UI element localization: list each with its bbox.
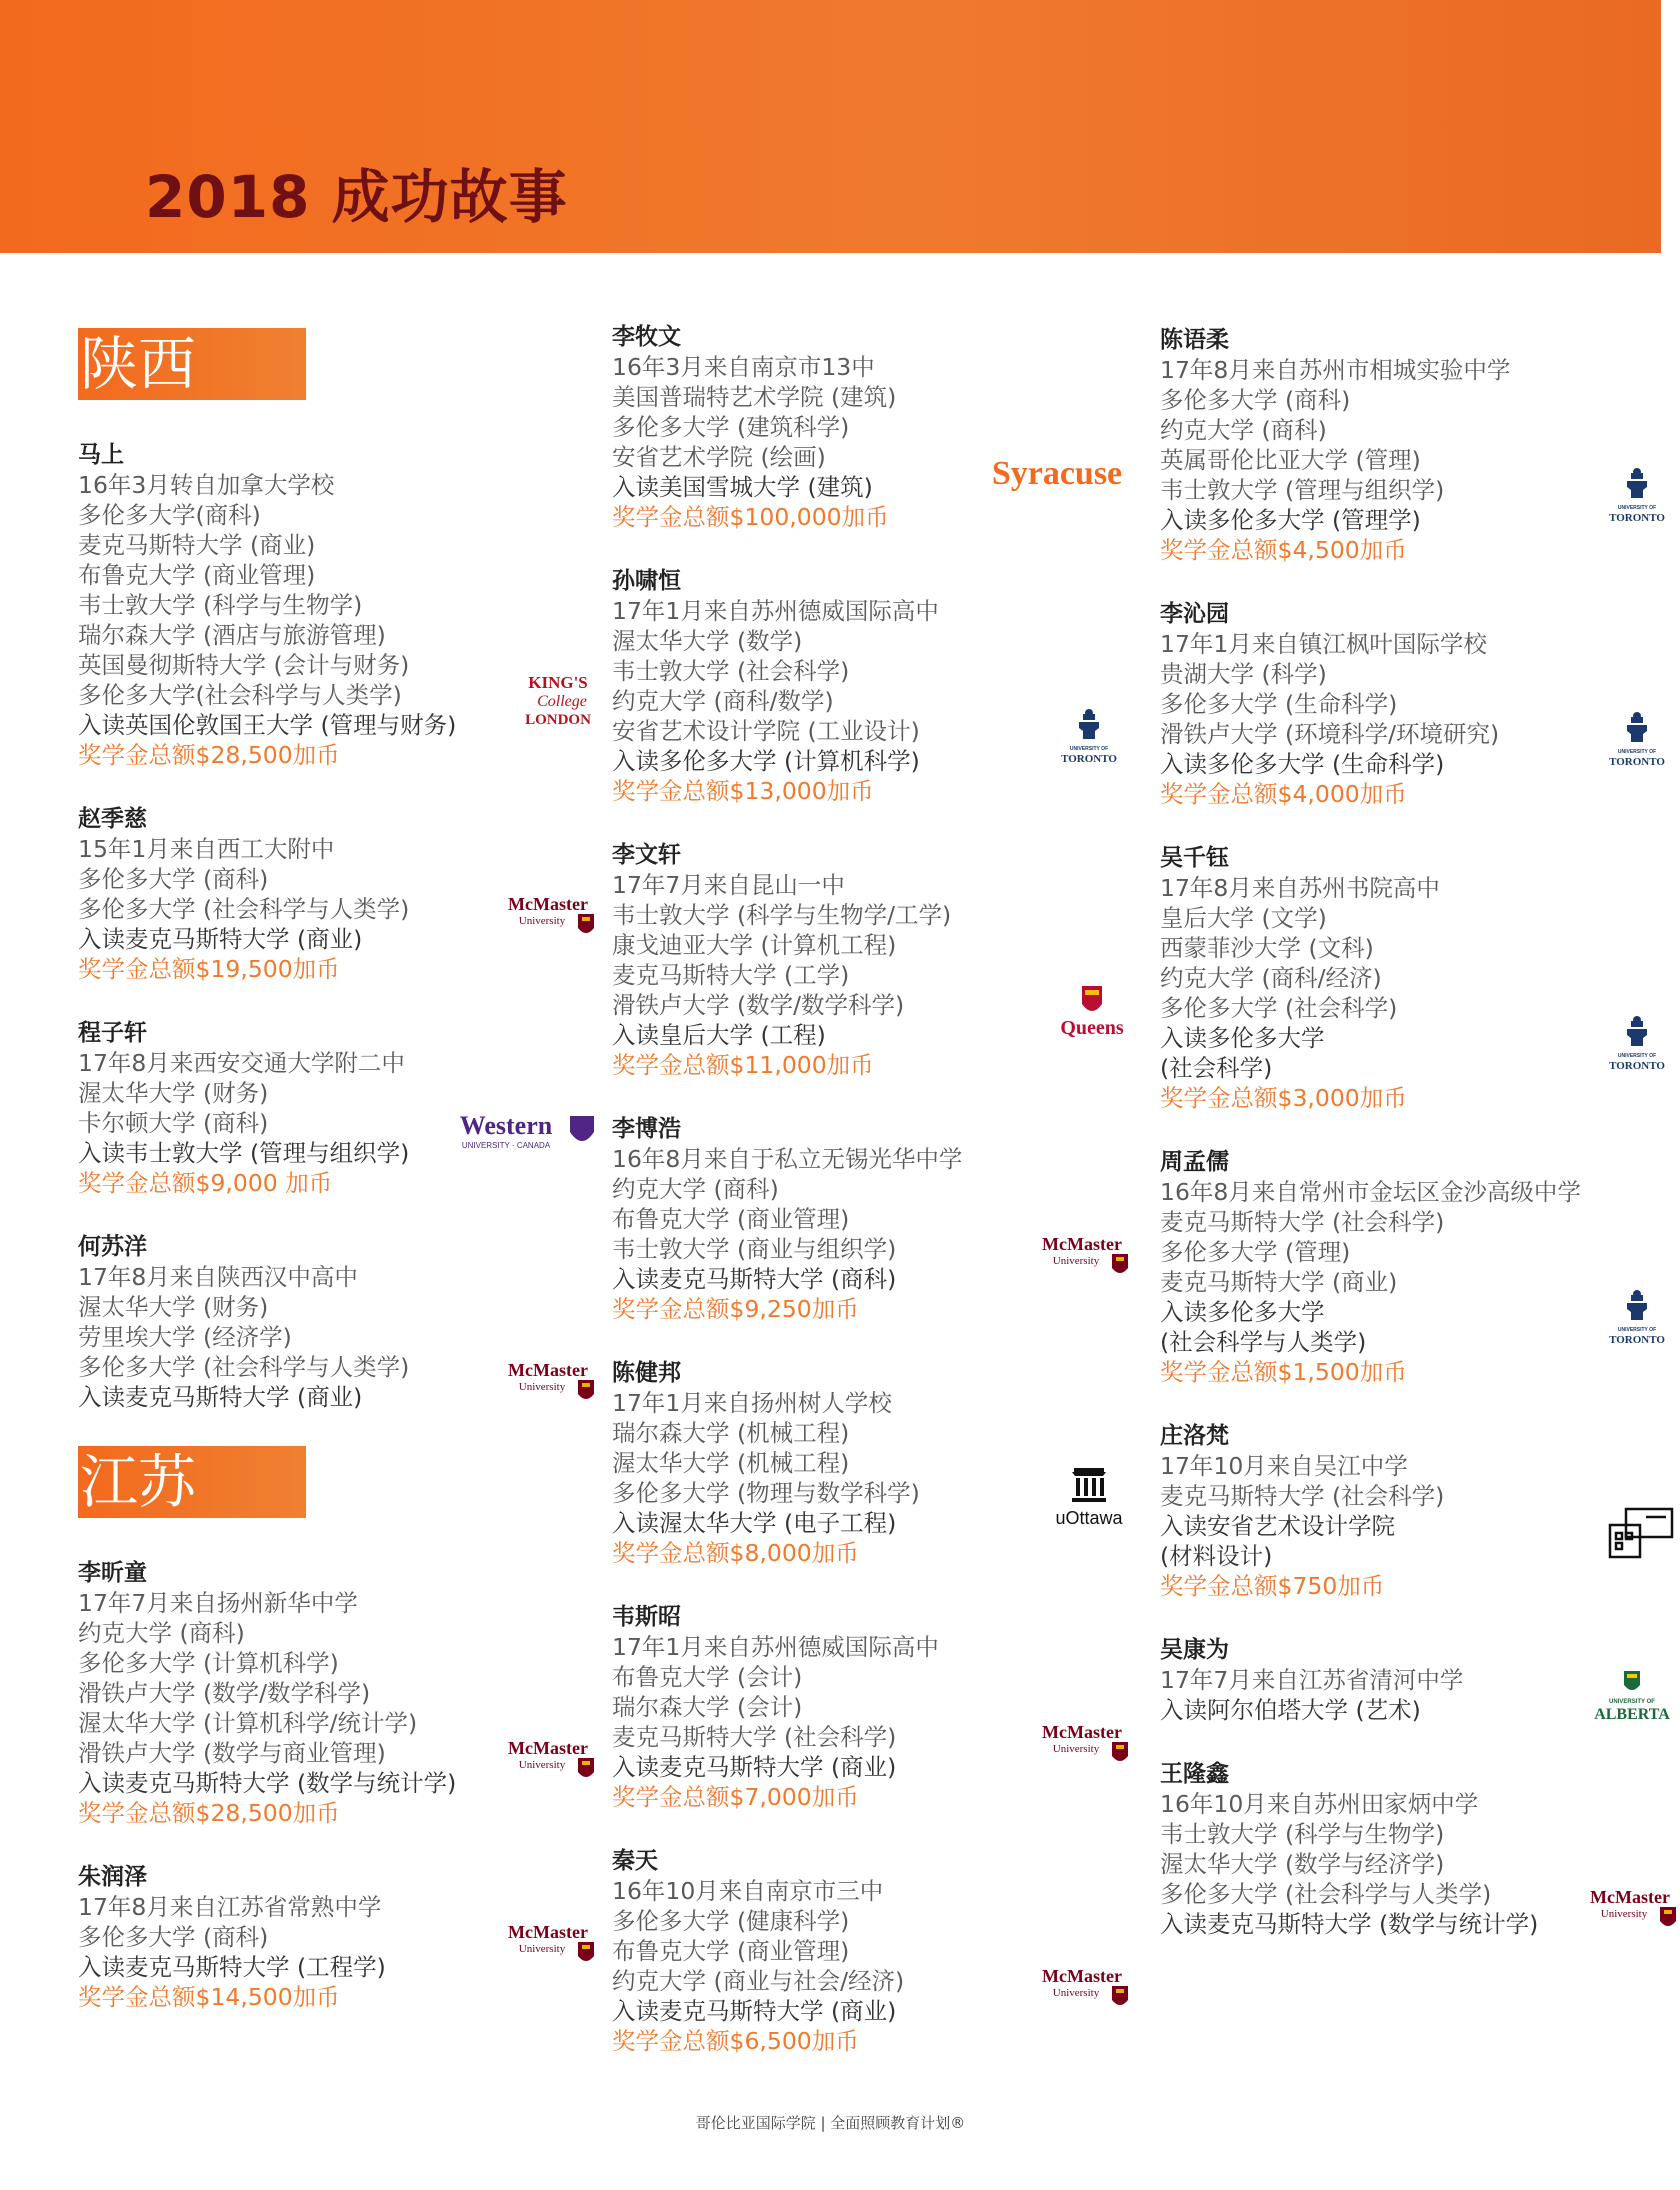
student-story <box>1160 1147 1680 1387</box>
student-name: 李博浩 <box>612 1116 681 1142</box>
student-story <box>78 1232 598 1412</box>
offer-line: 渥太华大学 (计算机科学/统计学) <box>78 1709 418 1737</box>
mcmaster-logo <box>508 1356 598 1412</box>
svg-text:UNIVERSITY OF: UNIVERSITY OF <box>1617 1327 1657 1333</box>
student-story <box>612 322 1132 532</box>
scholarship-total: 奖学金总额$13,000加币 <box>612 777 874 805</box>
page-title <box>145 150 568 234</box>
svg-text:University: University <box>518 1759 566 1771</box>
scholarship-total: 奖学金总额$14,500加币 <box>78 1983 340 2011</box>
offer-line: 韦士敦大学 (管理与组织学) <box>1160 476 1445 504</box>
syracuse-logo <box>982 450 1132 494</box>
offer-line: 安省艺术设计学院 (工业设计) <box>612 717 920 745</box>
offer-line: 多伦多大学(社会科学与人类学) <box>78 681 402 709</box>
scholarship-total: 奖学金总额$8,000加币 <box>612 1539 859 1567</box>
offer-line: 瑞尔森大学 (会计) <box>612 1693 803 1721</box>
svg-text:Queens: Queens <box>1060 1017 1124 1039</box>
offer-line: 滑铁卢大学 (数学/数学科学) <box>612 991 905 1019</box>
offer-line: 约克大学 (商科) <box>78 1619 245 1647</box>
uottawa-logo <box>1046 1464 1132 1530</box>
offer-line: 多伦多大学 (商科) <box>78 1923 269 1951</box>
student-story <box>1160 1759 1680 1939</box>
offer-line: 布鲁克大学 (商业管理) <box>612 1937 850 1965</box>
enroll-line-continued: (社会科学与人类学) <box>1160 1328 1367 1356</box>
scholarship-total: 奖学金总额$750加币 <box>1160 1572 1385 1600</box>
student-story <box>612 1358 1132 1568</box>
svg-text:Western: Western <box>459 1111 553 1140</box>
student-name: 韦斯昭 <box>612 1604 681 1630</box>
svg-text:uOttawa: uOttawa <box>1055 1508 1123 1528</box>
svg-text:UNIVERSITY OF: UNIVERSITY OF <box>1609 1699 1655 1705</box>
offer-line: 约克大学 (商科/经济) <box>1160 964 1382 992</box>
enroll-line: 入读多伦多大学 (计算机科学) <box>612 747 920 775</box>
origin-line: 17年8月来自苏州书院高中 <box>1160 874 1440 902</box>
svg-text:UNIVERSITY · CANADA: UNIVERSITY · CANADA <box>461 1141 551 1150</box>
svg-text:Syracuse: Syracuse <box>991 455 1123 492</box>
origin-line: 17年8月来自苏州市相城实验中学 <box>1160 356 1511 384</box>
origin-line: 17年8月来自陕西汉中高中 <box>78 1263 358 1291</box>
mcmaster-logo <box>1042 1962 1132 2018</box>
svg-text:UNIVERSITY OF: UNIVERSITY OF <box>1069 746 1109 752</box>
enroll-line: 入读多伦多大学 <box>1160 1024 1325 1052</box>
toronto-logo <box>1594 1015 1680 1075</box>
ocad-logo <box>1604 1503 1680 1563</box>
offer-line: 麦克马斯特大学 (社会科学) <box>1160 1208 1445 1236</box>
scholarship-total: 奖学金总额$9,250加币 <box>612 1295 859 1323</box>
scholarship-total: 奖学金总额$4,000加币 <box>1160 780 1407 808</box>
origin-line: 17年1月来自苏州德威国际高中 <box>612 1633 939 1661</box>
offer-line: 安省艺术学院 (绘画) <box>612 443 826 471</box>
origin-line: 15年1月来自西工大附中 <box>78 835 335 863</box>
svg-text:McMaster: McMaster <box>508 1360 588 1380</box>
student-story <box>78 440 598 770</box>
svg-text:McMaster: McMaster <box>1590 1887 1670 1907</box>
scholarship-total: 奖学金总额$3,000加币 <box>1160 1084 1407 1112</box>
offer-line: 西蒙菲沙大学 (文科) <box>1160 934 1374 962</box>
toronto-logo <box>1594 1289 1680 1349</box>
offer-line: 多伦多大学(商科) <box>78 501 261 529</box>
student-name: 李文轩 <box>612 842 681 868</box>
student-name: 庄洛梵 <box>1160 1423 1229 1449</box>
student-story <box>612 1602 1132 1812</box>
student-story <box>78 804 598 984</box>
column-2 <box>612 322 1132 2090</box>
student-story <box>78 1862 598 2012</box>
scholarship-total: 奖学金总额$11,000加币 <box>612 1051 874 1079</box>
mcmaster-logo <box>1042 1230 1132 1286</box>
offer-line: 约克大学 (商科) <box>1160 416 1327 444</box>
offer-line: 康戈迪亚大学 (计算机工程) <box>612 931 897 959</box>
student-story <box>1160 1635 1680 1725</box>
scholarship-total: 奖学金总额$6,500加币 <box>612 2027 859 2055</box>
alberta-logo <box>1584 1669 1680 1725</box>
origin-line: 16年8月来自于私立无锡光华中学 <box>612 1145 963 1173</box>
region-heading: 江苏 <box>78 1446 306 1518</box>
scholarship-total: 奖学金总额$100,000加币 <box>612 503 889 531</box>
western-logo <box>448 1110 598 1160</box>
offer-line: 韦士敦大学 (科学与生物学) <box>1160 1820 1445 1848</box>
offer-line: 麦克马斯特大学 (商业) <box>78 531 316 559</box>
offer-line: 多伦多大学 (计算机科学) <box>78 1649 339 1677</box>
offer-line: 布鲁克大学 (商业管理) <box>612 1205 850 1233</box>
student-story <box>1160 1421 1680 1601</box>
student-name: 朱润泽 <box>78 1864 147 1890</box>
offer-line: 瑞尔森大学 (酒店与旅游管理) <box>78 621 386 649</box>
student-name: 吴千钰 <box>1160 845 1229 871</box>
svg-text:TORONTO: TORONTO <box>1609 756 1665 768</box>
origin-line: 17年1月来自镇江枫叶国际学校 <box>1160 630 1487 658</box>
scholarship-total: 奖学金总额$1,500加币 <box>1160 1358 1407 1386</box>
svg-text:McMaster: McMaster <box>508 894 588 914</box>
mcmaster-logo <box>508 1734 598 1790</box>
student-story <box>612 1114 1132 1324</box>
svg-text:TORONTO: TORONTO <box>1061 753 1117 765</box>
enroll-line: 入读阿尔伯塔大学 (艺术) <box>1160 1696 1421 1724</box>
mcmaster-logo <box>508 890 598 946</box>
origin-line: 17年7月来自江苏省清河中学 <box>1160 1666 1464 1694</box>
offer-line: 皇后大学 (文学) <box>1160 904 1327 932</box>
offer-line: 卡尔顿大学 (商科) <box>78 1109 269 1137</box>
student-name: 李沁园 <box>1160 601 1229 627</box>
offer-line: 麦克马斯特大学 (商业) <box>1160 1268 1398 1296</box>
offer-line: 多伦多大学 (管理) <box>1160 1238 1351 1266</box>
enroll-line: 入读麦克马斯特大学 (商业) <box>612 1997 897 2025</box>
student-name: 秦天 <box>612 1848 658 1874</box>
offer-line: 韦士敦大学 (商业与组织学) <box>612 1235 897 1263</box>
svg-text:UNIVERSITY OF: UNIVERSITY OF <box>1617 1053 1657 1059</box>
scholarship-total: 奖学金总额$7,000加币 <box>612 1783 859 1811</box>
offer-line: 多伦多大学 (生命科学) <box>1160 690 1398 718</box>
origin-line: 16年3月转自加拿大学校 <box>78 471 335 499</box>
offer-line: 渥太华大学 (财务) <box>78 1079 269 1107</box>
offer-line: 多伦多大学 (商科) <box>78 865 269 893</box>
student-name: 李牧文 <box>612 324 681 350</box>
offer-line: 多伦多大学 (商科) <box>1160 386 1351 414</box>
origin-line: 17年10月来自吴江中学 <box>1160 1452 1408 1480</box>
enroll-line: 入读多伦多大学 (管理学) <box>1160 506 1421 534</box>
student-name: 陈语柔 <box>1160 327 1229 353</box>
scholarship-total: 奖学金总额$28,500加币 <box>78 1799 340 1827</box>
offer-line: 渥太华大学 (财务) <box>78 1293 269 1321</box>
student-story <box>78 1018 598 1198</box>
student-name: 李昕童 <box>78 1560 147 1586</box>
enroll-line: 入读麦克马斯特大学 (商科) <box>612 1265 897 1293</box>
student-name: 程子轩 <box>78 1020 147 1046</box>
student-name: 孙啸恒 <box>612 568 681 594</box>
offer-line: 多伦多大学 (社会科学与人类学) <box>1160 1880 1492 1908</box>
offer-line: 多伦多大学 (建筑科学) <box>612 413 850 441</box>
student-story <box>612 1846 1132 2056</box>
offer-line: 布鲁克大学 (商业管理) <box>78 561 316 589</box>
offer-line: 韦士敦大学 (科学与生物学/工学) <box>612 901 952 929</box>
origin-line: 17年1月来自苏州德威国际高中 <box>612 597 939 625</box>
student-name: 吴康为 <box>1160 1637 1229 1663</box>
toronto-logo <box>1594 467 1680 527</box>
offer-line: 多伦多大学 (社会科学) <box>1160 994 1398 1022</box>
offer-line: 麦克马斯特大学 (社会科学) <box>612 1723 897 1751</box>
enroll-line: 入读多伦多大学 <box>1160 1298 1325 1326</box>
origin-line: 17年8月来西安交通大学附二中 <box>78 1049 405 1077</box>
origin-line: 17年8月来自江苏省常熟中学 <box>78 1893 382 1921</box>
toronto-logo <box>1594 711 1680 771</box>
offer-line: 布鲁克大学 (会计) <box>612 1663 803 1691</box>
student-story <box>1160 599 1680 809</box>
mcmaster-logo <box>1590 1883 1680 1939</box>
enroll-line: 入读麦克马斯特大学 (商业) <box>612 1753 897 1781</box>
footer: 哥伦比亚国际学院 | 全面照顾教育计划® <box>695 2114 966 2132</box>
student-name: 赵季慈 <box>78 806 147 832</box>
student-story <box>1160 325 1680 565</box>
svg-text:University: University <box>518 915 566 927</box>
svg-text:McMaster: McMaster <box>1042 1722 1122 1742</box>
enroll-line: 入读麦克马斯特大学 (数学与统计学) <box>1160 1910 1539 1938</box>
student-name: 何苏洋 <box>78 1234 147 1260</box>
svg-text:McMaster: McMaster <box>1042 1966 1122 1986</box>
svg-text:TORONTO: TORONTO <box>1609 1060 1665 1072</box>
enroll-line: 入读渥太华大学 (电子工程) <box>612 1509 897 1537</box>
offer-line: 麦克马斯特大学 (社会科学) <box>1160 1482 1445 1510</box>
scholarship-total: 奖学金总额$28,500加币 <box>78 741 340 769</box>
svg-text:McMaster: McMaster <box>1042 1234 1122 1254</box>
student-name: 周孟儒 <box>1160 1149 1229 1175</box>
mcmaster-logo <box>508 1918 598 1974</box>
offer-line: 渥太华大学 (数学) <box>612 627 803 655</box>
student-name: 陈健邦 <box>612 1360 681 1386</box>
offer-line: 滑铁卢大学 (环境科学/环境研究) <box>1160 720 1500 748</box>
enroll-line: 入读英国伦敦国王大学 (管理与财务) <box>78 711 457 739</box>
origin-line: 16年10月来自南京市三中 <box>612 1877 884 1905</box>
svg-text:KING'S: KING'S <box>528 673 588 692</box>
student-story <box>612 566 1132 806</box>
offer-line: 约克大学 (商业与社会/经济) <box>612 1967 905 1995</box>
enroll-line: 入读韦士敦大学 (管理与组织学) <box>78 1139 410 1167</box>
svg-text:UNIVERSITY OF: UNIVERSITY OF <box>1617 749 1657 755</box>
svg-text:University: University <box>518 1943 566 1955</box>
offer-line: 劳里埃大学 (经济学) <box>78 1323 292 1351</box>
svg-text:TORONTO: TORONTO <box>1609 512 1665 524</box>
offer-line: 渥太华大学 (数学与经济学) <box>1160 1850 1445 1878</box>
offer-line: 韦士敦大学 (科学与生物学) <box>78 591 363 619</box>
svg-text:University: University <box>1600 1908 1648 1920</box>
svg-text:University: University <box>518 1381 566 1393</box>
origin-line: 16年8月来自常州市金坛区金沙高级中学 <box>1160 1178 1581 1206</box>
region-heading: 陕西 <box>78 328 306 400</box>
origin-line: 16年10月来自苏州田家炳中学 <box>1160 1790 1479 1818</box>
student-name: 王隆鑫 <box>1160 1761 1229 1787</box>
enroll-line: 入读麦克马斯特大学 (数学与统计学) <box>78 1769 457 1797</box>
enroll-line: 入读多伦多大学 (生命科学) <box>1160 750 1445 778</box>
offer-line: 约克大学 (商科/数学) <box>612 687 834 715</box>
svg-text:UNIVERSITY OF: UNIVERSITY OF <box>1617 505 1657 511</box>
offer-line: 贵湖大学 (科学) <box>1160 660 1327 688</box>
svg-text:ALBERTA: ALBERTA <box>1594 1706 1670 1723</box>
svg-text:University: University <box>1052 1743 1100 1755</box>
scholarship-total: 奖学金总额$19,500加币 <box>78 955 340 983</box>
enroll-line: 入读安省艺术设计学院 <box>1160 1512 1395 1540</box>
offer-line: 英国曼彻斯特大学 (会计与财务) <box>78 651 410 679</box>
offer-line: 渥太华大学 (机械工程) <box>612 1449 850 1477</box>
enroll-line-continued: (材料设计) <box>1160 1542 1273 1570</box>
toronto-logo <box>1046 708 1132 768</box>
mcmaster-logo <box>1042 1718 1132 1774</box>
origin-line: 17年1月来自扬州树人学校 <box>612 1389 892 1417</box>
student-story <box>1160 843 1680 1113</box>
student-story <box>612 840 1132 1080</box>
column-1 <box>78 328 598 2046</box>
student-story <box>78 1558 598 1828</box>
offer-line: 麦克马斯特大学 (工学) <box>612 961 850 989</box>
student-name: 马上 <box>78 442 124 468</box>
offer-line: 美国普瑞特艺术学院 (建筑) <box>612 383 897 411</box>
svg-text:LONDON: LONDON <box>525 712 591 728</box>
svg-text:McMaster: McMaster <box>508 1922 588 1942</box>
svg-text:University: University <box>1052 1987 1100 1999</box>
offer-line: 约克大学 (商科) <box>612 1175 779 1203</box>
column-3 <box>1160 325 1680 1973</box>
title-text: 成功故事 <box>331 163 568 231</box>
svg-text:McMaster: McMaster <box>508 1738 588 1758</box>
offer-line: 瑞尔森大学 (机械工程) <box>612 1419 850 1447</box>
offer-line: 多伦多大学 (健康科学) <box>612 1907 850 1935</box>
enroll-line: 入读美国雪城大学 (建筑) <box>612 473 873 501</box>
enroll-line: 入读麦克马斯特大学 (商业) <box>78 1383 363 1411</box>
kings-logo <box>518 670 598 732</box>
offer-line: 英属哥伦比亚大学 (管理) <box>1160 446 1421 474</box>
offer-line: 韦士敦大学 (社会科学) <box>612 657 850 685</box>
enroll-line-continued: (社会科学) <box>1160 1054 1273 1082</box>
enroll-line: 入读麦克马斯特大学 (工程学) <box>78 1953 386 1981</box>
offer-line: 多伦多大学 (社会科学与人类学) <box>78 1353 410 1381</box>
offer-line: 滑铁卢大学 (数学与商业管理) <box>78 1739 386 1767</box>
enroll-line: 入读皇后大学 (工程) <box>612 1021 826 1049</box>
svg-text:College: College <box>537 693 587 710</box>
offer-line: 多伦多大学 (物理与数学科学) <box>612 1479 920 1507</box>
scholarship-total: 奖学金总额$4,500加币 <box>1160 536 1407 564</box>
title-year: 2018 <box>145 163 311 231</box>
svg-text:TORONTO: TORONTO <box>1609 1334 1665 1346</box>
queens-logo <box>1052 982 1132 1042</box>
svg-text:University: University <box>1052 1255 1100 1267</box>
offer-line: 多伦多大学 (社会科学与人类学) <box>78 895 410 923</box>
origin-line: 17年7月来自昆山一中 <box>612 871 845 899</box>
scholarship-total: 奖学金总额$9,000 加币 <box>78 1169 333 1197</box>
offer-line: 滑铁卢大学 (数学/数学科学) <box>78 1679 371 1707</box>
origin-line: 16年3月来自南京市13中 <box>612 353 875 381</box>
enroll-line: 入读麦克马斯特大学 (商业) <box>78 925 363 953</box>
origin-line: 17年7月来自扬州新华中学 <box>78 1589 358 1617</box>
